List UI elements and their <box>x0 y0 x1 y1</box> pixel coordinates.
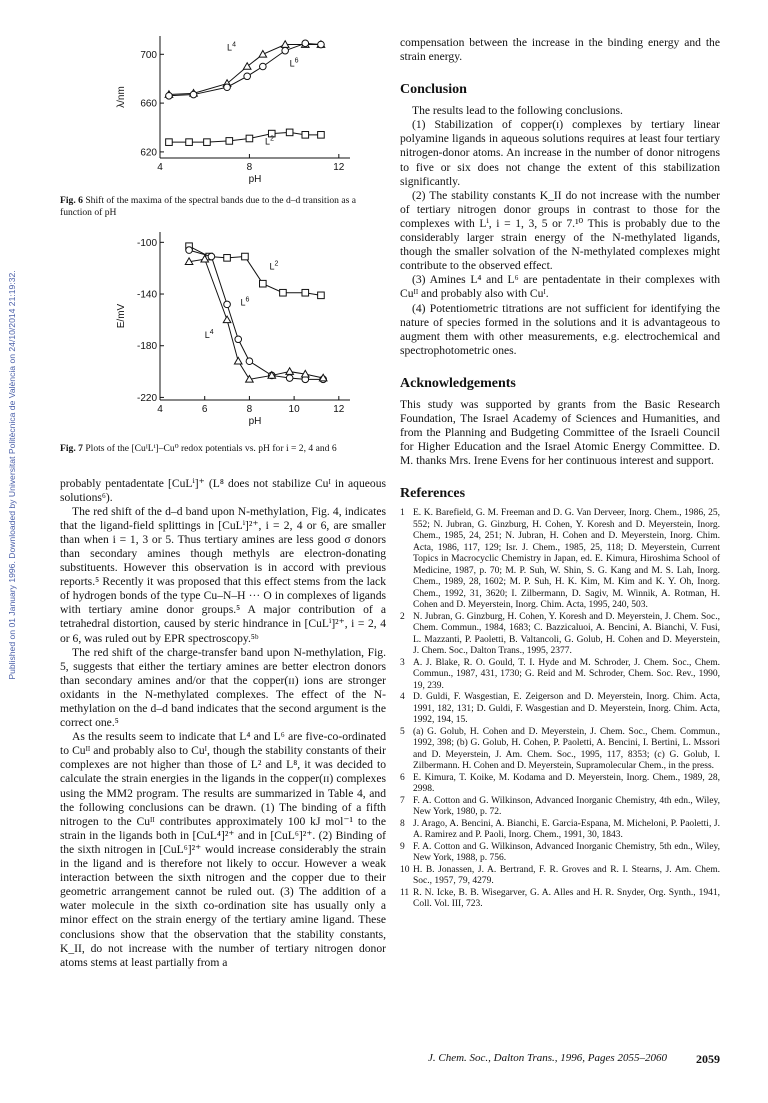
reference-list <box>400 508 720 911</box>
reference-text: J. Arago, A. Bencini, A. Bianchi, E. Garcia-Espana, M. Micheloni, P. Paoletti, J. A. Ramirez and P. Paoli, Inorg. Chem., 1991, 30, 1843. <box>413 818 720 841</box>
data-point-L2 <box>226 138 233 145</box>
x-tick-label: 8 <box>246 404 253 415</box>
reference-text: H. B. Jonassen, J. A. Bertrand, F. R. Groves and R. I. Stearns, J. Am. Chem. Soc., 1957, 79, 4279. <box>413 864 720 887</box>
download-watermark-text: Published on 01 January 1996. Downloaded by Universitat Politècnica de València on 24/10/2014 21:19:32. <box>7 270 17 680</box>
acknowledgements-heading: Acknowledgements <box>400 375 516 391</box>
data-point-L6 <box>224 301 231 308</box>
data-point-L6 <box>186 247 193 254</box>
series-label-L2: $L^2$ <box>269 260 279 272</box>
conclusion-paragraph: (2) The stability constants K_II do not increase with the number of tertiary nitrogen donor groups in contrast to those for the complexes with Lⁱ, i = 1, 3, 5 or 7.¹⁰ This is probably due to the considerably larger strain energy of the N-methylated ligands, though the smaller solvation of the N-methylated complexes might contribute to the observed effect. <box>400 188 720 273</box>
body-paragraph: The red shift of the d–d band upon N-methylation, Fig. 4, indicates that the ligand-field splittings in [CuLⁱ]²⁺, i = 2, 4 or 6, are smaller than when i = 1, 3 or 5. Thus tertiary amines are less good σ donors than secondary amines though methyls are electron-donating substituents. However this observation is in accord with previous reports.⁵ Recently it was proposed that this effect stems from the lack of hydrogen bonds of the type Cu–N–H ··· O in complexes of ligands with tertiary amine donor groups.⁵ A major contribution of a tetrahedral distortion, caused by steric hindrance in [CuLⁱ]²⁺, i = 2, 4 or 6, was ruled out by EPR spectroscopy.⁵ᵇ <box>60 504 386 645</box>
conclusion-paragraph: (3) Amines L⁴ and L⁶ are pentadentate in their complexes with Cuᴵᴵ and probably also with Cuᴵ. <box>400 273 720 301</box>
y-tick-label: -140 <box>136 289 157 301</box>
reference-number: 1 <box>400 508 405 519</box>
reference-item <box>400 612 720 658</box>
data-point-L2 <box>260 280 267 287</box>
data-point-L2 <box>318 292 325 299</box>
reference-text: E. K. Barefield, G. M. Freeman and D. G. Van Derveer, Inorg. Chem., 1986, 25, 552; N. Jubran, G. Ginzburg, H. Cohen, Y. Koresh and D. Meyerstein, Inorg. Chem., 1985, 24, 251; N. Jubran, H. Cohen and D. Meyerstein, Inorg. Chim. Acta, 1986, 117, 129; Isr. J. Chem., 1985, 25, 118; D. Meyerstein, Current Topics in Macrocyclic Chemistry in Japan, ed. E. Kimura, Hiroshima School of Medicine, 1987, p. 70; M. P. Suh, W. Shin, S. G. Kang and M. S. Lah, Inorg. Chem., 1989, 28, 1602; M. P. Suh, H. K. Kim, M. Kim and K. Y. Oh, Inorg. Chem., 1992, 31, 3620; I. Zilbermann, D. Sagiv, M. Winnik, A. Rotman, H. Cohen and D. Meyerstein, Inorg. Chim. Acta, 1995, 240, 503. <box>413 508 720 611</box>
reference-item <box>400 888 720 911</box>
figure-6-caption-text: Shift of the maxima of the spectral bands due to the d–d transition as a function of pH <box>60 195 357 218</box>
conclusion-paragraph: (1) Stabilization of copper(ɪ) complexes by tertiary linear polyamine ligands in aqueous solutions requires at least four tertiary nitrogen-donor atoms. An increase in the number of donor nitrogens to five or six does not change the extent of this stabilization significantly. <box>400 118 720 188</box>
data-point-L6 <box>260 63 267 70</box>
x-tick-label: 4 <box>157 404 163 415</box>
body-paragraph: The red shift of the charge-transfer band upon N-methylation, Fig. 5, suggests that either the tertiary amines are better electron donors than secondary amines and/or that the copper(ɪɪ) ions are stronger oxidants in the N-methylated complexes. The effect of the N-methylation on the d–d band indicates that the second argument is the correct one.⁵ <box>60 645 386 730</box>
series-line-L6 <box>189 250 323 379</box>
series-label-L4: $L^4$ <box>204 328 214 340</box>
data-point-L2 <box>246 135 253 142</box>
reference-number: 9 <box>400 841 405 852</box>
data-point-L2 <box>242 253 249 260</box>
references-heading: References <box>400 486 466 502</box>
data-point-L2 <box>224 255 231 262</box>
reference-number: 5 <box>400 726 405 737</box>
x-tick-label: 12 <box>333 404 345 415</box>
figure-6-label: Fig. 6 <box>60 195 83 206</box>
reference-item <box>400 819 720 842</box>
reference-number: 2 <box>400 611 405 622</box>
figure-6-caption <box>60 195 386 218</box>
data-point-L2 <box>302 132 309 139</box>
data-point-L6 <box>282 47 289 54</box>
data-point-L6 <box>244 73 251 80</box>
data-point-L6 <box>318 41 325 48</box>
reference-number: 6 <box>400 772 405 783</box>
reference-number: 3 <box>400 657 405 668</box>
body-paragraph: compensation between the increase in the binding energy and the strain energy. <box>400 36 720 64</box>
data-point-L6 <box>190 91 197 98</box>
figure-7-caption-text: Plots of the [CuᴵLⁱ]–Cu⁰ redox potentials vs. pH for i = 2, 4 and 6 <box>85 443 337 454</box>
data-point-L2 <box>186 139 193 146</box>
right-column <box>400 36 720 911</box>
conclusion-text <box>400 104 720 358</box>
reference-text: (a) G. Golub, H. Cohen and D. Meyerstein, J. Chem. Soc., Chem. Commun., 1992, 398; (b) G. Golub, H. Cohen, P. Paoletti, A. Bencini, I. Bertini, L. Mssori and D. Meyerstein, J. Am. Chem. Soc., 1995, 117, 8353; (c) G. Golub, I. Zilbermann. H. Cohen and D. Meyerstein, Supramolecular Chem., in the press. <box>413 726 720 772</box>
reference-number: 10 <box>400 864 410 875</box>
data-point-L6 <box>286 375 293 382</box>
data-point-L6 <box>235 336 242 343</box>
figure-7-caption <box>60 443 386 455</box>
x-tick-label: 6 <box>201 404 208 415</box>
reference-number: 7 <box>400 795 405 806</box>
series-line-L4 <box>189 259 323 379</box>
y-tick-label: 620 <box>140 147 157 159</box>
reference-text: N. Jubran, G. Ginzburg, H. Cohen, Y. Koresh and D. Meyerstein, J. Chem. Soc., Chem. Commun., 1984, 1683; C. Bazzicaluoi, A. Bencini, A. Bianchi, V. Fusi, L. Mazzanti, P. Paoletti, B. Valtancoli, G. Golub, H. Cohen and D. Meyerstein, J. Chem. Soc., Dalton Trans., 1995, 2377. <box>413 611 720 657</box>
x-tick-label: 4 <box>157 162 163 173</box>
reference-text: A. J. Blake, R. O. Gould, T. I. Hyde and M. Schroder, J. Chem. Soc., Chem. Commun., 1987, 431, 1730; G. Reid and M. Schroder, Chem. Soc. Rev., 1990, 19, 239. <box>413 657 720 691</box>
y-tick-label: -220 <box>136 392 157 404</box>
y-axis-label: λ/nm <box>116 86 127 108</box>
x-tick-label: 10 <box>288 404 300 415</box>
x-tick-label: 12 <box>333 162 345 173</box>
series-label-L6: $L^6$ <box>289 57 299 69</box>
left-column <box>60 28 386 970</box>
reference-text: E. Kimura, T. Koike, M. Kodama and D. Meyerstein, Inorg. Chem., 1989, 28, 2998. <box>413 772 720 795</box>
data-point-L2 <box>280 289 287 296</box>
y-tick-label: -180 <box>136 341 157 353</box>
conclusion-heading: Conclusion <box>400 82 467 98</box>
reference-text: D. Guldi, F. Wasgestian, E. Zeigerson and D. Meyerstein, Inorg. Chim. Acta, 1991, 182, 131; D. Guldi, F. Wasgestian and D. Meyerstein, Inorg. Chim. Acta, 1992, 194, 15. <box>413 692 720 726</box>
data-point-L4 <box>243 63 251 70</box>
download-watermark <box>2 130 16 830</box>
reference-item <box>400 865 720 888</box>
data-point-L2 <box>286 129 293 136</box>
data-point-L4 <box>234 357 242 364</box>
x-axis-label: pH <box>248 416 262 427</box>
reference-item <box>400 692 720 727</box>
left-body-text <box>60 477 386 970</box>
data-point-L4 <box>286 368 294 375</box>
figure-7-chart <box>60 224 386 436</box>
conclusion-paragraph: The results lead to the following conclusions. <box>412 104 623 118</box>
reference-number: 11 <box>400 887 410 898</box>
data-point-L2 <box>166 139 173 146</box>
series-label-L2: $L^2$ <box>265 135 274 147</box>
reference-item <box>400 773 720 796</box>
figure-6-chart <box>60 28 386 188</box>
data-point-L2 <box>204 139 211 146</box>
x-tick-label: 8 <box>246 162 253 173</box>
reference-text: R. N. Icke, B. B. Wisegarver, G. A. Alles and H. R. Snyder, Org. Synth., 1941, Coll. Vol. III, 723. <box>413 887 720 910</box>
series-label-L4: $L^4$ <box>227 41 236 53</box>
reference-text: F. A. Cotton and G. Wilkinson, Advanced Inorganic Chemistry, 4th edn., Wiley, New York, 1980, p. 72. <box>413 795 720 818</box>
reference-item <box>400 796 720 819</box>
reference-item <box>400 508 720 612</box>
data-point-L6 <box>224 84 231 91</box>
data-point-L4 <box>223 316 231 323</box>
reference-item <box>400 727 720 773</box>
data-point-L4 <box>259 51 267 58</box>
conclusion-paragraph: (4) Potentiometric titrations are not sufficient for identifying the nature of species formed in the solutions and it is advantageous to augment them with other measurements, e.g. electrochemical and spectrophotometric ones. <box>400 301 720 357</box>
x-axis-label: pH <box>248 174 262 185</box>
y-tick-label: -100 <box>136 237 157 249</box>
journal-citation: J. Chem. Soc., Dalton Trans., 1996, Pages 2055–2060 <box>428 1052 667 1064</box>
body-paragraph: As the results seem to indicate that L⁴ and L⁶ are five-co-ordinated to Cuᴵᴵ and probably also to Cuᴵ, though the stability constants of their complexes are not higher than those of L² and L⁸, it was decided to calculate the strain energies in the ligands in the copper(ɪɪ) complexes using the MM2 program. The results are summarized in Table 4, and the following conclusions can be drawn. (1) The binding of a fifth nitrogen to the Cuᴵᴵ contributes approximately 100 kJ mol⁻¹ to the strain in the ligands both in [CuL⁴]²⁺ and in [CuL⁶]²⁺. (2) Binding of the sixth nitrogen in [CuL⁶]²⁺ would increase considerably the strain in the ligand and is therefore not likely to occur. However a weak interaction between the sixth nitrogen and the copper due to their geometric arrangement cannot be ruled out. (3) The addition of a water molecule in the sixth co-ordination site has usually only a minor effect on the strain energy of the tertiary amine ligand. These conclusions show that the observation that the stability constants, K_II, do not increase with the number of tertiary nitrogen donor atoms stems at least partially from a <box>60 730 386 969</box>
y-axis-label: E/mV <box>116 303 127 329</box>
y-tick-label: 700 <box>140 49 157 61</box>
series-label-L6: $L^6$ <box>240 296 250 308</box>
reference-number: 4 <box>400 692 405 703</box>
data-point-L6 <box>302 40 309 47</box>
page-footer <box>428 1052 720 1064</box>
data-point-L6 <box>208 253 215 260</box>
reference-number: 8 <box>400 818 405 829</box>
y-tick-label: 660 <box>140 98 157 110</box>
reference-item <box>400 842 720 865</box>
reference-text: F. A. Cotton and G. Wilkinson, Advanced Inorganic Chemistry, 5th edn., Wiley, New York, 1988, p. 756. <box>413 841 720 864</box>
data-point-L2 <box>302 289 309 296</box>
acknowledgements-text: This study was supported by grants from the Basic Research Foundation, The Israel Academy of Sciences and Humanities, and from the Planning and Budgeting Committee of the Israeli Council for Higher Education and the Israel Atomic Energy Committee. D. M. thanks Mrs. Irene Evens for her continuous interest and support. <box>400 397 720 468</box>
page-number: 2059 <box>696 1052 720 1066</box>
data-point-L6 <box>166 92 173 99</box>
body-paragraph: probably pentadentate [CuLⁱ]⁺ (L⁸ does not stabilize Cuᴵ in aqueous solutions⁶). <box>60 476 386 504</box>
data-point-L2 <box>318 132 325 139</box>
figure-7-label: Fig. 7 <box>60 443 83 454</box>
data-point-L6 <box>246 358 253 365</box>
reference-item <box>400 658 720 693</box>
